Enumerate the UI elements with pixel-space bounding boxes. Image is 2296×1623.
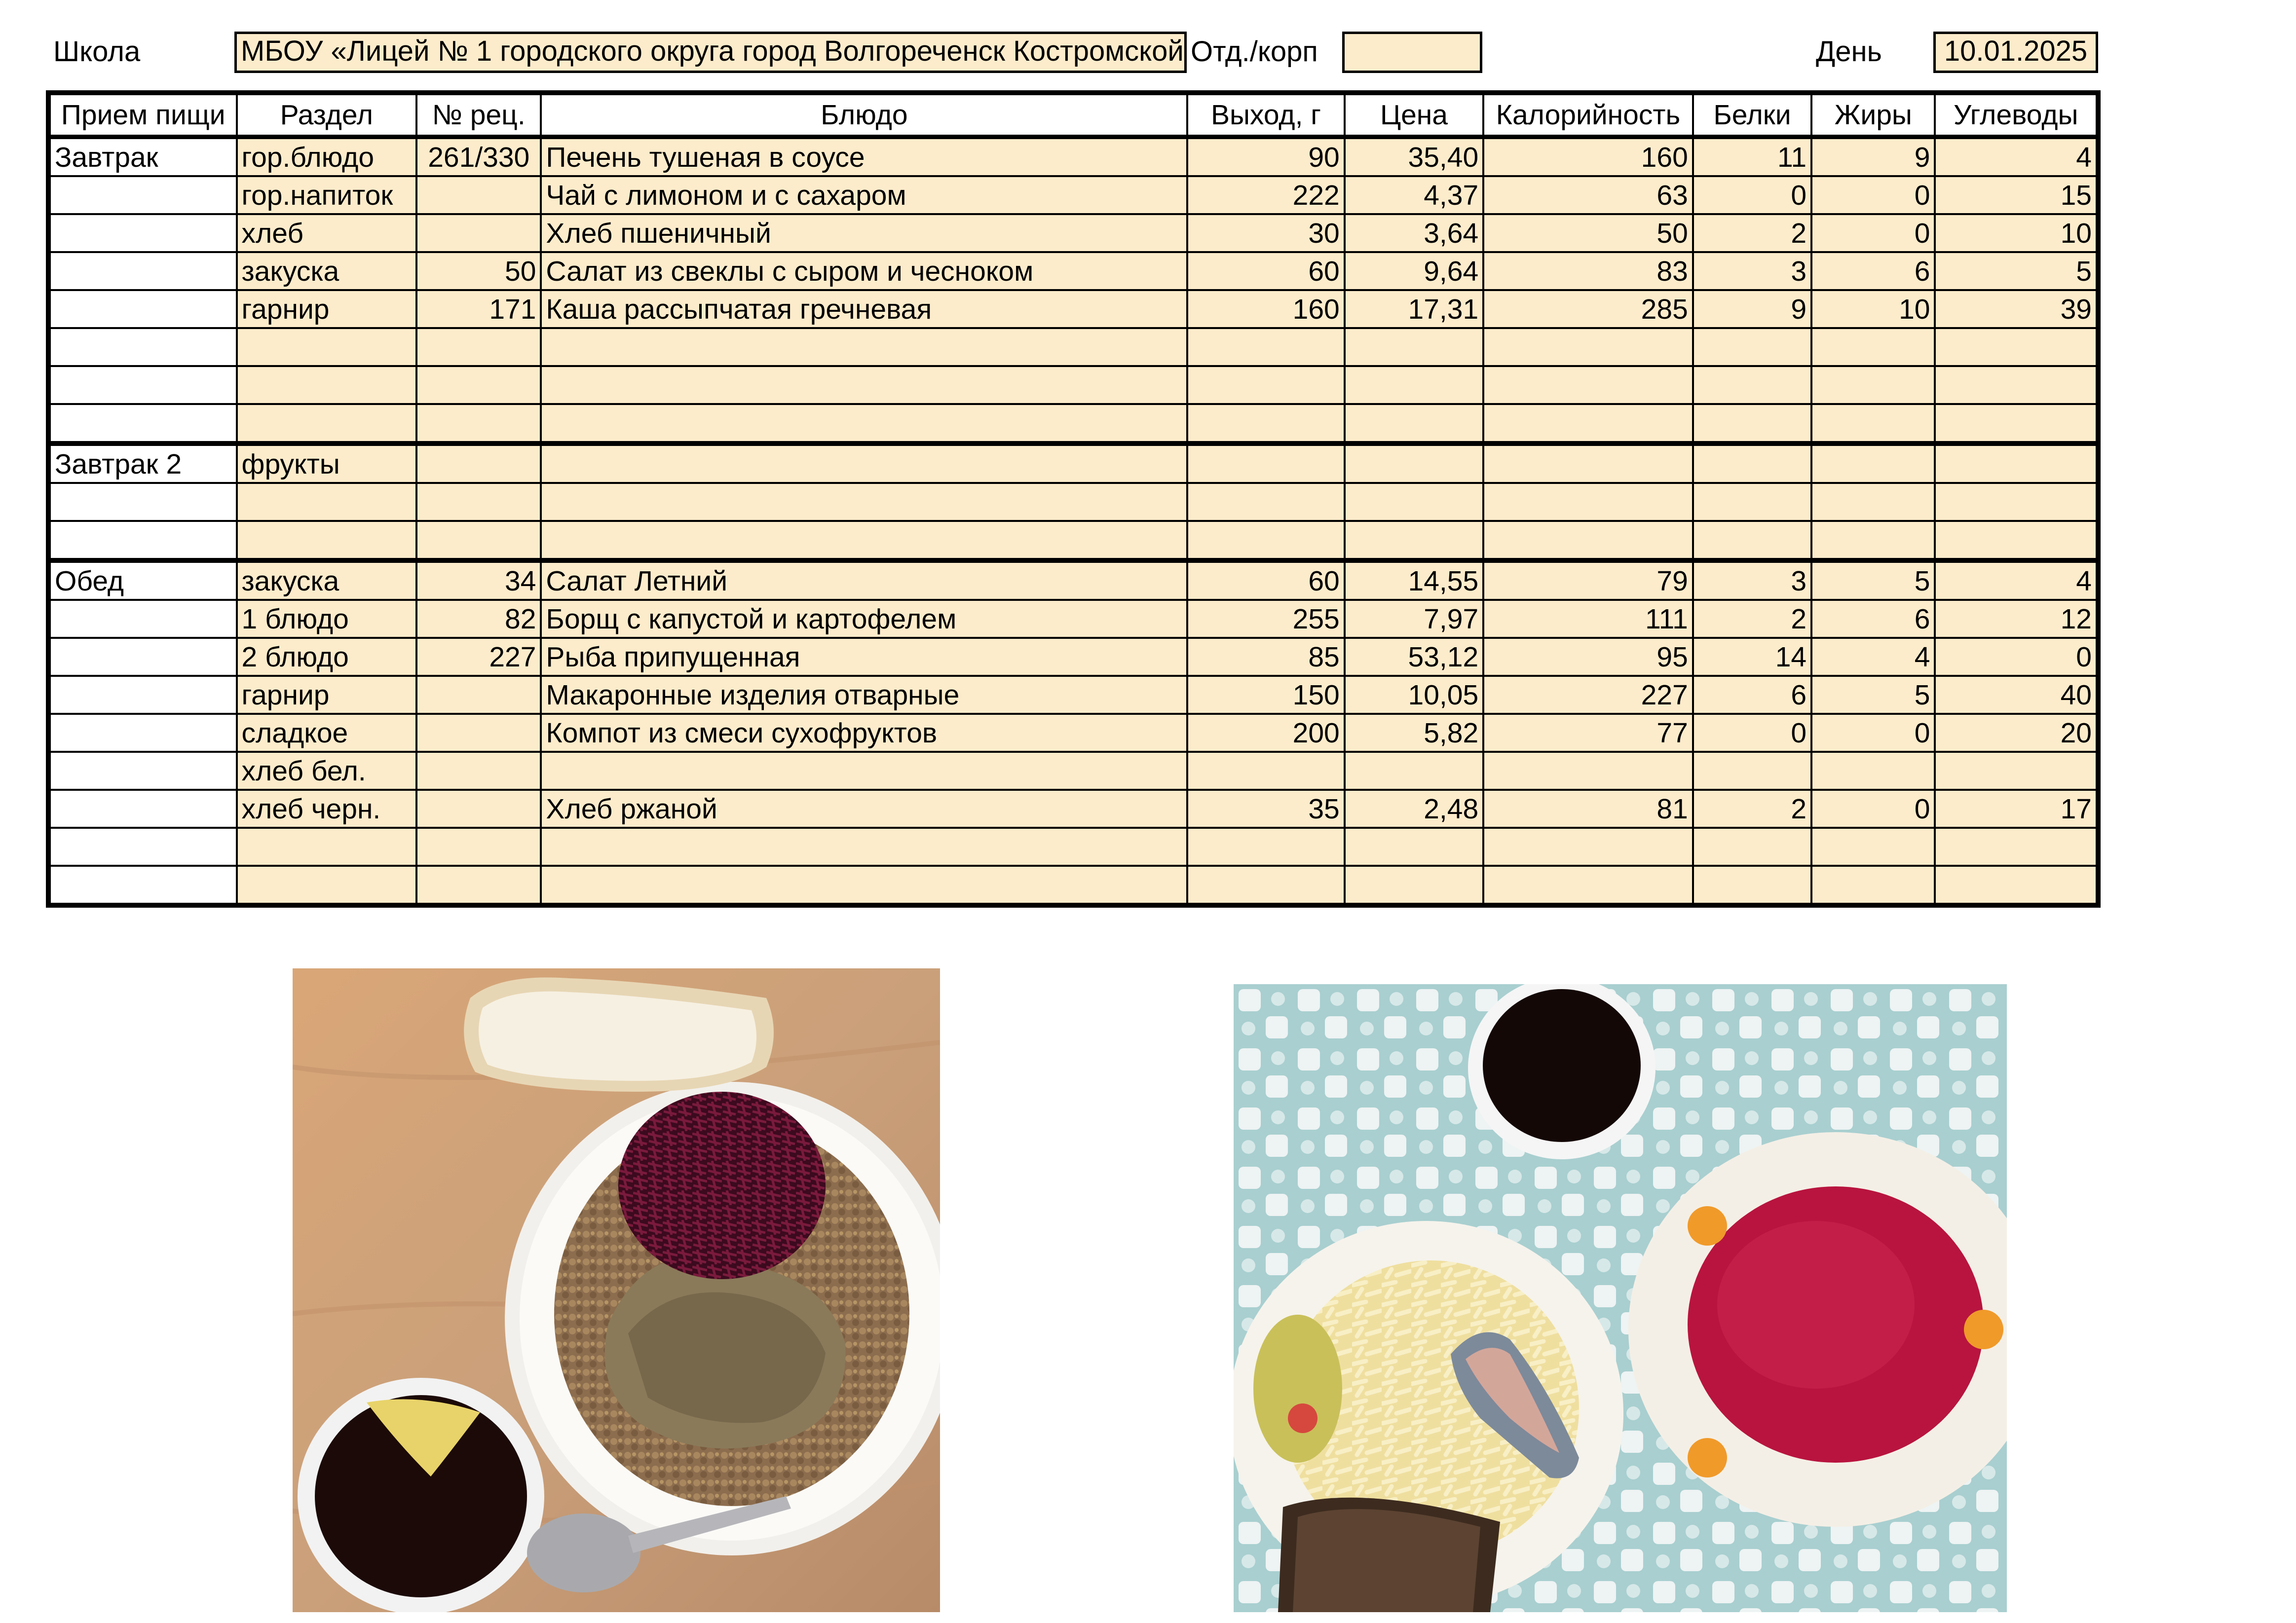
section-cell[interactable]: сладкое — [237, 714, 417, 752]
table-row — [48, 483, 2098, 521]
table-row — [48, 866, 2098, 905]
section-cell[interactable]: гор.блюдо — [237, 137, 417, 177]
meal-cell[interactable] — [48, 714, 237, 752]
table-row — [48, 638, 2098, 676]
dish-cell[interactable]: Печень тушеная в соусе — [541, 137, 1187, 177]
fat-cell[interactable] — [1811, 483, 1935, 521]
meal-cell[interactable]: Завтрак — [48, 137, 237, 177]
table-row — [48, 828, 2098, 866]
table-header-row — [48, 93, 2098, 137]
section-cell[interactable] — [237, 866, 417, 905]
branch-field[interactable] — [1342, 32, 1482, 73]
meal-cell[interactable] — [48, 790, 237, 828]
carbs-cell[interactable]: 4 — [1935, 560, 2098, 600]
dish-cell[interactable] — [541, 366, 1187, 404]
recipe-cell[interactable] — [416, 483, 541, 521]
dish-cell[interactable]: Хлеб пшеничный — [541, 214, 1187, 252]
calories-cell[interactable] — [1483, 443, 1693, 483]
carbs-cell[interactable]: 12 — [1935, 600, 2098, 638]
section-cell[interactable]: хлеб — [237, 214, 417, 252]
calories-cell[interactable]: 160 — [1483, 137, 1693, 177]
fat-cell[interactable]: 0 — [1811, 176, 1935, 214]
recipe-cell[interactable] — [416, 676, 541, 714]
section-cell[interactable] — [237, 828, 417, 866]
section-cell[interactable] — [237, 366, 417, 404]
fat-cell[interactable]: 10 — [1811, 290, 1935, 328]
table-row — [48, 714, 2098, 752]
calories-cell[interactable] — [1483, 828, 1693, 866]
col-header-recipe: № рец. — [416, 93, 541, 137]
section-cell[interactable] — [237, 521, 417, 560]
price-cell[interactable] — [1345, 404, 1483, 443]
meal-cell[interactable] — [48, 483, 237, 521]
meal-cell[interactable] — [48, 366, 237, 404]
protein-cell[interactable]: 2 — [1693, 790, 1811, 828]
calories-cell[interactable]: 50 — [1483, 214, 1693, 252]
output-cell[interactable]: 90 — [1187, 137, 1344, 177]
fat-cell[interactable]: 5 — [1811, 560, 1935, 600]
output-cell[interactable] — [1187, 752, 1344, 790]
carbs-cell[interactable] — [1935, 328, 2098, 366]
dish-cell[interactable] — [541, 866, 1187, 905]
output-cell[interactable] — [1187, 828, 1344, 866]
output-cell[interactable]: 30 — [1187, 214, 1344, 252]
output-cell[interactable]: 35 — [1187, 790, 1344, 828]
meal-cell[interactable] — [48, 328, 237, 366]
output-cell[interactable]: 255 — [1187, 600, 1344, 638]
col-header-protein: Белки — [1693, 93, 1811, 137]
table-row — [48, 790, 2098, 828]
carbs-cell[interactable] — [1935, 521, 2098, 560]
protein-cell[interactable] — [1693, 752, 1811, 790]
calories-cell[interactable]: 63 — [1483, 176, 1693, 214]
fat-cell[interactable] — [1811, 366, 1935, 404]
section-cell[interactable] — [237, 483, 417, 521]
dish-cell[interactable]: Компот из смеси сухофруктов — [541, 714, 1187, 752]
calories-cell[interactable]: 83 — [1483, 252, 1693, 290]
calories-cell[interactable]: 111 — [1483, 600, 1693, 638]
section-cell[interactable]: закуска — [237, 560, 417, 600]
calories-cell[interactable]: 81 — [1483, 790, 1693, 828]
protein-cell[interactable]: 0 — [1693, 714, 1811, 752]
col-header-price: Цена — [1345, 93, 1483, 137]
dish-cell[interactable] — [541, 443, 1187, 483]
protein-cell[interactable] — [1693, 366, 1811, 404]
carbs-cell[interactable]: 10 — [1935, 214, 2098, 252]
table-row — [48, 404, 2098, 443]
recipe-cell[interactable]: 50 — [416, 252, 541, 290]
section-cell[interactable]: хлеб бел. — [237, 752, 417, 790]
price-cell[interactable] — [1345, 752, 1483, 790]
breakfast-photo — [293, 968, 940, 1612]
table-row — [48, 137, 2098, 177]
output-cell[interactable]: 150 — [1187, 676, 1344, 714]
section-cell[interactable]: 1 блюдо — [237, 600, 417, 638]
col-header-section: Раздел — [237, 93, 417, 137]
protein-cell[interactable] — [1693, 828, 1811, 866]
carbs-cell[interactable] — [1935, 866, 2098, 905]
protein-cell[interactable]: 6 — [1693, 676, 1811, 714]
recipe-cell[interactable]: 171 — [416, 290, 541, 328]
fat-cell[interactable]: 0 — [1811, 714, 1935, 752]
fat-cell[interactable] — [1811, 752, 1935, 790]
recipe-cell[interactable] — [416, 828, 541, 866]
price-cell[interactable]: 7,97 — [1345, 600, 1483, 638]
protein-cell[interactable]: 3 — [1693, 252, 1811, 290]
dish-cell[interactable] — [541, 828, 1187, 866]
fat-cell[interactable] — [1811, 521, 1935, 560]
dish-cell[interactable]: Рыба припущенная — [541, 638, 1187, 676]
price-cell[interactable]: 4,37 — [1345, 176, 1483, 214]
carbs-cell[interactable] — [1935, 366, 2098, 404]
day-label: День — [1816, 36, 1882, 68]
price-cell[interactable] — [1345, 866, 1483, 905]
dish-cell[interactable]: Салат из свеклы с сыром и чесноком — [541, 252, 1187, 290]
table-row — [48, 366, 2098, 404]
dish-cell[interactable]: Чай с лимоном и с сахаром — [541, 176, 1187, 214]
table-row — [48, 521, 2098, 560]
dish-cell[interactable] — [541, 483, 1187, 521]
section-cell[interactable]: гарнир — [237, 676, 417, 714]
fat-cell[interactable] — [1811, 443, 1935, 483]
output-cell[interactable]: 200 — [1187, 714, 1344, 752]
table-row — [48, 600, 2098, 638]
fat-cell[interactable] — [1811, 866, 1935, 905]
recipe-cell[interactable] — [416, 366, 541, 404]
table-row — [48, 443, 2098, 483]
price-cell[interactable]: 9,64 — [1345, 252, 1483, 290]
recipe-cell[interactable] — [416, 443, 541, 483]
protein-cell[interactable] — [1693, 866, 1811, 905]
output-cell[interactable] — [1187, 366, 1344, 404]
meal-cell[interactable] — [48, 214, 237, 252]
price-cell[interactable]: 35,40 — [1345, 137, 1483, 177]
section-cell[interactable]: фрукты — [237, 443, 417, 483]
recipe-cell[interactable] — [416, 176, 541, 214]
section-cell[interactable] — [237, 404, 417, 443]
carbs-cell[interactable] — [1935, 483, 2098, 521]
table-row — [48, 176, 2098, 214]
calories-cell[interactable]: 79 — [1483, 560, 1693, 600]
fat-cell[interactable]: 4 — [1811, 638, 1935, 676]
col-header-fat: Жиры — [1811, 93, 1935, 137]
recipe-cell[interactable] — [416, 404, 541, 443]
price-cell[interactable] — [1345, 828, 1483, 866]
output-cell[interactable] — [1187, 328, 1344, 366]
col-header-output: Выход, г — [1187, 93, 1344, 137]
protein-cell[interactable]: 9 — [1693, 290, 1811, 328]
carbs-cell[interactable] — [1935, 828, 2098, 866]
price-cell[interactable]: 17,31 — [1345, 290, 1483, 328]
carbs-cell[interactable] — [1935, 443, 2098, 483]
dish-cell[interactable]: Хлеб ржаной — [541, 790, 1187, 828]
output-cell[interactable]: 222 — [1187, 176, 1344, 214]
dish-cell[interactable] — [541, 328, 1187, 366]
meal-cell[interactable] — [48, 638, 237, 676]
calories-cell[interactable] — [1483, 483, 1693, 521]
dish-cell[interactable]: Салат Летний — [541, 560, 1187, 600]
protein-cell[interactable] — [1693, 521, 1811, 560]
output-cell[interactable] — [1187, 443, 1344, 483]
table-row — [48, 676, 2098, 714]
meal-cell[interactable] — [48, 252, 237, 290]
fat-cell[interactable]: 6 — [1811, 252, 1935, 290]
col-header-carbs: Углеводы — [1935, 93, 2098, 137]
carbs-cell[interactable]: 0 — [1935, 638, 2098, 676]
col-header-calories: Калорийность — [1483, 93, 1693, 137]
protein-cell[interactable]: 2 — [1693, 214, 1811, 252]
carbs-cell[interactable]: 40 — [1935, 676, 2098, 714]
carbs-cell[interactable]: 15 — [1935, 176, 2098, 214]
fat-cell[interactable]: 9 — [1811, 137, 1935, 177]
carbs-cell[interactable] — [1935, 404, 2098, 443]
meal-cell[interactable] — [48, 521, 237, 560]
meal-cell[interactable]: Завтрак 2 — [48, 443, 237, 483]
price-cell[interactable]: 53,12 — [1345, 638, 1483, 676]
dish-cell[interactable] — [541, 752, 1187, 790]
meal-cell[interactable] — [48, 600, 237, 638]
fat-cell[interactable]: 0 — [1811, 790, 1935, 828]
recipe-cell[interactable]: 34 — [416, 560, 541, 600]
recipe-cell[interactable] — [416, 714, 541, 752]
meal-cell[interactable] — [48, 290, 237, 328]
day-field[interactable]: 10.01.2025 — [1933, 32, 2098, 73]
calories-cell[interactable]: 77 — [1483, 714, 1693, 752]
price-cell[interactable]: 5,82 — [1345, 714, 1483, 752]
calories-cell[interactable]: 227 — [1483, 676, 1693, 714]
calories-cell[interactable] — [1483, 404, 1693, 443]
recipe-cell[interactable]: 261/330 — [416, 137, 541, 177]
output-cell[interactable] — [1187, 521, 1344, 560]
price-cell[interactable]: 3,64 — [1345, 214, 1483, 252]
price-cell[interactable] — [1345, 483, 1483, 521]
recipe-cell[interactable]: 227 — [416, 638, 541, 676]
dish-cell[interactable]: Макаронные изделия отварные — [541, 676, 1187, 714]
carbs-cell[interactable]: 20 — [1935, 714, 2098, 752]
meal-cell[interactable] — [48, 752, 237, 790]
calories-cell[interactable] — [1483, 752, 1693, 790]
price-cell[interactable]: 14,55 — [1345, 560, 1483, 600]
calories-cell[interactable] — [1483, 521, 1693, 560]
output-cell[interactable]: 60 — [1187, 560, 1344, 600]
protein-cell[interactable]: 0 — [1693, 176, 1811, 214]
meal-cell[interactable] — [48, 404, 237, 443]
protein-cell[interactable]: 14 — [1693, 638, 1811, 676]
lunch-photo — [1234, 984, 2007, 1612]
fat-cell[interactable] — [1811, 828, 1935, 866]
calories-cell[interactable] — [1483, 866, 1693, 905]
table-row — [48, 214, 2098, 252]
output-cell[interactable] — [1187, 866, 1344, 905]
school-label: Школа — [53, 36, 141, 68]
section-cell[interactable]: 2 блюдо — [237, 638, 417, 676]
output-cell[interactable]: 60 — [1187, 252, 1344, 290]
section-cell[interactable]: закуска — [237, 252, 417, 290]
recipe-cell[interactable] — [416, 328, 541, 366]
protein-cell[interactable]: 2 — [1693, 600, 1811, 638]
recipe-cell[interactable] — [416, 521, 541, 560]
fat-cell[interactable]: 5 — [1811, 676, 1935, 714]
school-name-field[interactable]: МБОУ «Лицей № 1 городского округа город Волгореченск Костромской — [234, 32, 1187, 73]
fat-cell[interactable] — [1811, 404, 1935, 443]
recipe-cell[interactable] — [416, 866, 541, 905]
dish-cell[interactable]: Борщ с капустой и картофелем — [541, 600, 1187, 638]
protein-cell[interactable]: 3 — [1693, 560, 1811, 600]
recipe-cell[interactable] — [416, 214, 541, 252]
section-cell[interactable]: гор.напиток — [237, 176, 417, 214]
fat-cell[interactable]: 0 — [1811, 214, 1935, 252]
table-row — [48, 560, 2098, 600]
output-cell[interactable]: 85 — [1187, 638, 1344, 676]
protein-cell[interactable] — [1693, 404, 1811, 443]
price-cell[interactable]: 10,05 — [1345, 676, 1483, 714]
section-cell[interactable] — [237, 328, 417, 366]
price-cell[interactable]: 2,48 — [1345, 790, 1483, 828]
col-header-dish: Блюдо — [541, 93, 1187, 137]
meal-cell[interactable]: Обед — [48, 560, 237, 600]
output-cell[interactable] — [1187, 404, 1344, 443]
section-cell[interactable]: хлеб черн. — [237, 790, 417, 828]
table-row — [48, 252, 2098, 290]
carbs-cell[interactable]: 5 — [1935, 252, 2098, 290]
menu-table — [46, 90, 2101, 908]
fat-cell[interactable] — [1811, 328, 1935, 366]
meal-cell[interactable] — [48, 176, 237, 214]
protein-cell[interactable] — [1693, 443, 1811, 483]
branch-label: Отд./корп — [1191, 36, 1318, 68]
col-header-meal: Прием пищи — [48, 93, 237, 137]
output-cell[interactable] — [1187, 483, 1344, 521]
recipe-cell[interactable] — [416, 752, 541, 790]
carbs-cell[interactable]: 4 — [1935, 137, 2098, 177]
dish-cell[interactable]: Каша рассыпчатая гречневая — [541, 290, 1187, 328]
recipe-cell[interactable]: 82 — [416, 600, 541, 638]
protein-cell[interactable] — [1693, 328, 1811, 366]
carbs-cell[interactable]: 39 — [1935, 290, 2098, 328]
recipe-cell[interactable] — [416, 790, 541, 828]
carbs-cell[interactable] — [1935, 752, 2098, 790]
table-row — [48, 752, 2098, 790]
table-row — [48, 328, 2098, 366]
protein-cell[interactable] — [1693, 483, 1811, 521]
fat-cell[interactable]: 6 — [1811, 600, 1935, 638]
protein-cell[interactable]: 11 — [1693, 137, 1811, 177]
table-row — [48, 290, 2098, 328]
meal-cell[interactable] — [48, 828, 237, 866]
output-cell[interactable]: 160 — [1187, 290, 1344, 328]
calories-cell[interactable]: 285 — [1483, 290, 1693, 328]
dish-cell[interactable] — [541, 404, 1187, 443]
meal-cell[interactable] — [48, 866, 237, 905]
section-cell[interactable]: гарнир — [237, 290, 417, 328]
carbs-cell[interactable]: 17 — [1935, 790, 2098, 828]
price-cell[interactable] — [1345, 366, 1483, 404]
calories-cell[interactable] — [1483, 366, 1693, 404]
price-cell[interactable] — [1345, 443, 1483, 483]
price-cell[interactable] — [1345, 521, 1483, 560]
calories-cell[interactable] — [1483, 328, 1693, 366]
meal-cell[interactable] — [48, 676, 237, 714]
calories-cell[interactable]: 95 — [1483, 638, 1693, 676]
dish-cell[interactable] — [541, 521, 1187, 560]
price-cell[interactable] — [1345, 328, 1483, 366]
